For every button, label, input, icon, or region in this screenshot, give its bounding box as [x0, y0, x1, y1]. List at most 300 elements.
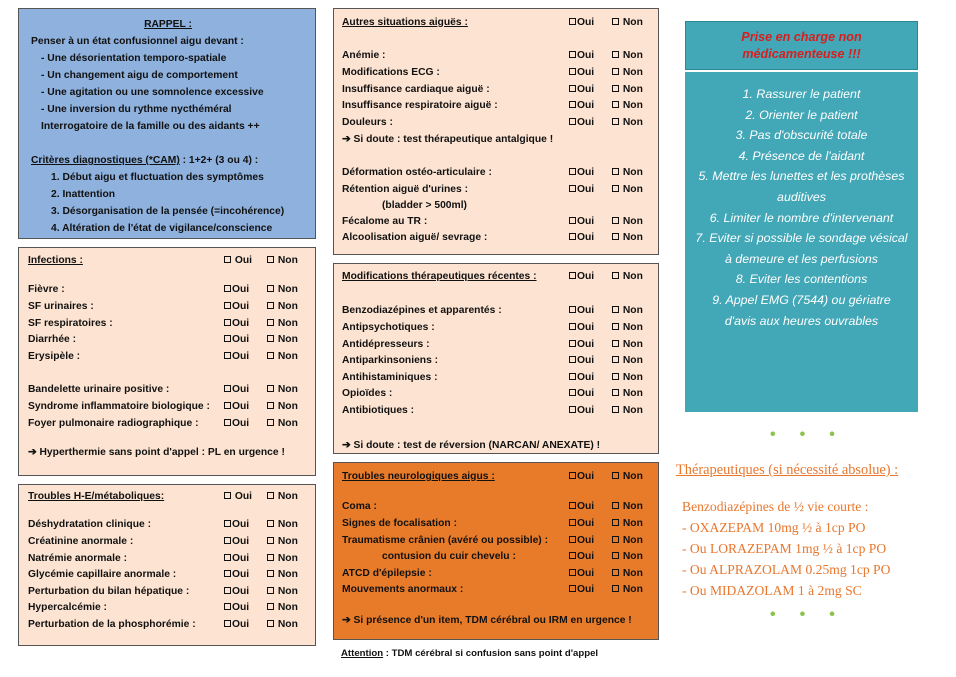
oui-label: Oui: [232, 334, 250, 346]
checkbox-square-icon[interactable]: [569, 233, 576, 240]
checkbox-square-icon[interactable]: [569, 502, 576, 509]
checkbox-non[interactable]: [267, 318, 307, 329]
oui-label: Oui: [577, 388, 595, 400]
header-non: Non: [267, 491, 307, 502]
header-non: Non: [612, 471, 650, 482]
checkbox-square-icon[interactable]: [612, 68, 619, 75]
oui-label: Oui: [232, 602, 250, 614]
checkbox-non[interactable]: [612, 167, 650, 178]
checklist-row: [28, 517, 307, 534]
oui-label: Oui: [577, 584, 595, 596]
checkbox-oui[interactable]: [569, 322, 612, 333]
checkbox-square-icon[interactable]: [224, 537, 231, 544]
checkbox-non[interactable]: [612, 84, 650, 95]
checkbox-square-icon[interactable]: [267, 587, 274, 594]
oui-label: Oui: [577, 404, 595, 416]
checklist-row: [342, 81, 650, 98]
pec-item: 8. Eviter les contentions: [735, 272, 868, 287]
oui-label: Oui: [577, 305, 595, 317]
header-non: Non: [267, 255, 307, 266]
checkbox-oui[interactable]: [569, 372, 612, 383]
neuro-sub-label: contusion du cuir chevelu :: [382, 551, 516, 563]
non-label: Non: [622, 371, 643, 383]
autres-sub: (bladder > 500ml): [382, 199, 467, 211]
checkbox-square-icon[interactable]: [267, 352, 274, 359]
checkbox-square-icon[interactable]: [267, 603, 274, 610]
pec-item: 1. Rassurer le patient: [742, 87, 861, 101]
checkbox-oui[interactable]: [224, 519, 267, 530]
row-label: Foyer pulmonaire radiographique :: [28, 417, 199, 429]
oui-label: Oui: [577, 215, 595, 227]
checkbox-oui[interactable]: [569, 100, 612, 111]
checkbox-square-icon[interactable]: [569, 85, 576, 92]
row-label: SF urinaires :: [28, 300, 94, 312]
checkbox-non[interactable]: [267, 586, 307, 597]
checkbox-square-icon[interactable]: [612, 306, 619, 313]
checkbox-non[interactable]: [267, 418, 307, 429]
modifs-box: [333, 263, 659, 454]
neuro-title: Troubles neurologiques aigus :: [342, 470, 495, 482]
row-label: Syndrome inflammatoire biologique :: [28, 400, 210, 412]
non-label: Non: [277, 400, 298, 412]
autres-header: [342, 14, 650, 31]
checkbox-square-icon[interactable]: [612, 118, 619, 125]
checklist-row: [342, 319, 650, 336]
checkbox-oui[interactable]: [224, 318, 267, 329]
checkbox-square-icon[interactable]: [569, 51, 576, 58]
checklist-row: [342, 181, 650, 198]
checkbox-oui[interactable]: [569, 184, 612, 195]
checkbox-non[interactable]: [612, 568, 650, 579]
checkbox-oui[interactable]: [569, 232, 612, 243]
checkbox-square-icon[interactable]: [224, 570, 231, 577]
checkbox-square-icon[interactable]: [267, 570, 274, 577]
criteria-item: 4. Altération de l'état de vigilance/conscience: [51, 223, 273, 234]
row-label: Créatinine anormale :: [28, 535, 134, 547]
non-label: Non: [622, 501, 643, 513]
non-label: Non: [277, 300, 298, 312]
checklist-row: [342, 565, 650, 582]
checkbox-oui[interactable]: [224, 586, 267, 597]
thera-item: - Ou MIDAZOLAM 1 à 2mg SC: [682, 583, 862, 598]
checkbox-oui[interactable]: [569, 305, 612, 316]
checkbox-oui[interactable]: [569, 501, 612, 512]
checkbox-square-icon[interactable]: [569, 356, 576, 363]
non-label: Non: [277, 552, 298, 564]
checkbox-non[interactable]: [612, 372, 650, 383]
checkbox-non[interactable]: [612, 305, 650, 316]
checklist-row: [28, 616, 307, 633]
checkbox-square-icon[interactable]: [267, 520, 274, 527]
checkbox-non[interactable]: [612, 216, 650, 227]
checkbox-non[interactable]: [267, 334, 307, 345]
checkbox-square-icon[interactable]: [569, 536, 576, 543]
checklist-row: [342, 402, 650, 419]
pec-list: [695, 84, 908, 331]
checklist-row: [28, 583, 307, 600]
checklist-row: [342, 336, 650, 353]
checkbox-square-icon[interactable]: [224, 587, 231, 594]
criteria-label: Critères diagnostiques (*CAM): [31, 155, 180, 166]
checkbox-non[interactable]: [612, 117, 650, 128]
rappel-title: RAPPEL :: [144, 19, 192, 30]
checklist-row: [342, 532, 650, 549]
non-label: Non: [277, 284, 298, 296]
checkbox-square-icon[interactable]: [267, 319, 274, 326]
thera-item: - Ou ALPRAZOLAM 0.25mg 1cp PO: [682, 562, 891, 577]
checkbox-non[interactable]: [612, 518, 650, 529]
row-label: Coma :: [342, 501, 377, 513]
checkbox-oui[interactable]: [569, 339, 612, 350]
checkbox-square-icon[interactable]: [267, 285, 274, 292]
rappel-box: [18, 8, 316, 239]
checklist-row: [28, 315, 307, 332]
checkbox-oui[interactable]: [224, 401, 267, 412]
checkbox-non[interactable]: [612, 584, 650, 595]
row-label: Perturbation du bilan hépatique :: [28, 585, 190, 597]
oui-label: Oui: [577, 355, 595, 367]
checkbox-oui[interactable]: [569, 50, 612, 61]
row-label: Hypercalcémie :: [28, 602, 107, 614]
checkbox-non[interactable]: [612, 388, 650, 399]
checkbox-oui[interactable]: [224, 301, 267, 312]
autres-group-2a: [342, 165, 650, 198]
row-label: Natrémie anormale :: [28, 552, 128, 564]
checkbox-oui[interactable]: [569, 405, 612, 416]
checklist-row: [342, 97, 650, 114]
checkbox-square-icon[interactable]: [267, 537, 274, 544]
thera-item: - OXAZEPAM 10mg ½ à 1cp PO: [682, 520, 866, 535]
checkbox-square-icon[interactable]: [569, 323, 576, 330]
checkbox-square-icon[interactable]: [267, 419, 274, 426]
checkbox-square-icon[interactable]: [569, 389, 576, 396]
infections-header: [28, 252, 307, 269]
checkbox-non[interactable]: [267, 602, 307, 613]
criteria-item: 2. Inattention: [51, 189, 116, 200]
checklist-row: [342, 48, 650, 65]
checkbox-non[interactable]: [267, 519, 307, 530]
header-non: Non: [612, 17, 650, 28]
checkbox-non[interactable]: [267, 351, 307, 362]
row-label: SF respiratoires :: [28, 317, 113, 329]
checkbox-square-icon[interactable]: [569, 68, 576, 75]
non-label: Non: [277, 602, 298, 614]
modifs-note: ➔ Si doute : test de réversion (NARCAN/ ANEXATE) !: [342, 439, 601, 451]
row-label: Insuffisance respiratoire aiguë :: [342, 100, 498, 112]
dots-divider-bottom: •••: [770, 606, 859, 623]
non-label: Non: [622, 517, 643, 529]
rappel-item: - Une agitation ou une somnolence excessive: [41, 87, 264, 98]
checkbox-non[interactable]: [612, 100, 650, 111]
criteria-list: [31, 169, 305, 237]
oui-label: Oui: [232, 317, 250, 329]
checkbox-non[interactable]: [267, 569, 307, 580]
checkbox-oui[interactable]: [224, 351, 267, 362]
checklist-row: [28, 348, 307, 365]
attention-note: [341, 645, 598, 662]
checkbox-square-icon[interactable]: [569, 306, 576, 313]
checkbox-non[interactable]: [612, 50, 650, 61]
non-label: Non: [622, 183, 643, 195]
checkbox-square-icon[interactable]: [612, 323, 619, 330]
non-label: Non: [622, 584, 643, 596]
checkbox-non[interactable]: [612, 232, 650, 243]
checkbox-square-icon[interactable]: [267, 620, 274, 627]
checkbox-square-icon[interactable]: [224, 335, 231, 342]
metabolic-list: [28, 517, 307, 633]
checkbox-oui[interactable]: [224, 553, 267, 564]
checkbox-non[interactable]: [267, 536, 307, 547]
checkbox-oui[interactable]: [569, 216, 612, 227]
checkbox-non[interactable]: [267, 619, 307, 630]
checkbox-oui[interactable]: [569, 67, 612, 78]
checkbox-square-icon[interactable]: [267, 402, 274, 409]
non-label: Non: [622, 534, 643, 546]
checkbox-non[interactable]: [267, 384, 307, 395]
non-label: Non: [622, 232, 643, 244]
checkbox-square-icon[interactable]: [267, 335, 274, 342]
checkbox-square-icon[interactable]: [224, 603, 231, 610]
checkbox-square-icon[interactable]: [612, 233, 619, 240]
oui-label: Oui: [232, 618, 250, 630]
checkbox-non[interactable]: [612, 322, 650, 333]
autres-note: ➔ Si doute : test thérapeutique antalgique !: [342, 133, 554, 145]
infections-box: [18, 247, 316, 476]
checkbox-square-icon[interactable]: [224, 419, 231, 426]
checklist-row: [28, 298, 307, 315]
checklist-row: [28, 533, 307, 550]
row-label: Glycémie capillaire anormale :: [28, 569, 177, 581]
row-label: Antiparkinsoniens :: [342, 355, 439, 367]
checklist-row: [28, 550, 307, 567]
checkbox-square-icon[interactable]: [612, 51, 619, 58]
header-oui: Oui: [224, 491, 267, 502]
header-oui: Oui: [224, 255, 267, 266]
autres-title: Autres situations aiguës :: [342, 16, 468, 28]
checklist-row: [28, 282, 307, 299]
checkbox-square-icon[interactable]: [612, 101, 619, 108]
infections-title: Infections :: [28, 254, 83, 266]
checkbox-non[interactable]: [612, 184, 650, 195]
checkbox-oui[interactable]: [224, 334, 267, 345]
checkbox-non[interactable]: [612, 501, 650, 512]
checkbox-oui[interactable]: [224, 418, 267, 429]
checkbox-oui[interactable]: [569, 355, 612, 366]
oui-label: Oui: [577, 567, 595, 579]
checkbox-square-icon[interactable]: [569, 118, 576, 125]
checkbox-square-icon[interactable]: [224, 285, 231, 292]
checklist-row: [28, 600, 307, 617]
checkbox-square-icon[interactable]: [612, 536, 619, 543]
checkbox-square-icon[interactable]: [569, 406, 576, 413]
checkbox-oui[interactable]: [224, 619, 267, 630]
checkbox-non[interactable]: [612, 535, 650, 546]
row-label: Insuffisance cardiaque aiguë :: [342, 83, 490, 95]
checkbox-oui[interactable]: [569, 84, 612, 95]
row-label: Mouvements anormaux :: [342, 584, 464, 596]
criteria-rule: : 1+2+ (3 ou 4) :: [179, 155, 259, 166]
checkbox-square-icon[interactable]: [612, 356, 619, 363]
checkbox-square-icon[interactable]: [569, 168, 576, 175]
non-label: Non: [622, 355, 643, 367]
pec-item: 3. Pas d'obscurité totale: [735, 128, 868, 143]
checkbox-square-icon[interactable]: [612, 373, 619, 380]
checkbox-non[interactable]: [612, 405, 650, 416]
checkbox-square-icon[interactable]: [612, 406, 619, 413]
checkbox-square-icon[interactable]: [569, 217, 576, 224]
row-label: Déformation ostéo-articulaire :: [342, 167, 492, 179]
row-label: Rétention aiguë d'urines :: [342, 183, 469, 195]
row-label: Traumatisme crânien (avéré ou possible) :: [342, 534, 549, 546]
non-label: Non: [277, 417, 298, 429]
rappel-list: [31, 50, 305, 118]
modifs-header: [342, 268, 650, 285]
rappel-intro: Penser à un état confusionnel aigu devant :: [31, 36, 244, 47]
checkbox-square-icon[interactable]: [267, 302, 274, 309]
checkbox-square-icon[interactable]: [224, 385, 231, 392]
checkbox-square-icon[interactable]: [569, 373, 576, 380]
checklist-row: [342, 352, 650, 369]
non-label: Non: [277, 350, 298, 362]
checkbox-oui[interactable]: [569, 388, 612, 399]
checkbox-square-icon[interactable]: [569, 101, 576, 108]
checklist-row: [342, 386, 650, 403]
checkbox-oui[interactable]: [224, 569, 267, 580]
checklist-row: [342, 303, 650, 320]
checkbox-square-icon[interactable]: [224, 352, 231, 359]
checklist-row: [28, 382, 307, 399]
oui-label: Oui: [232, 569, 250, 581]
checkbox-square-icon[interactable]: [612, 519, 619, 526]
checklist-row: [342, 369, 650, 386]
non-label: Non: [622, 305, 643, 317]
checkbox-square-icon[interactable]: [569, 340, 576, 347]
checkbox-oui[interactable]: [569, 584, 612, 595]
non-label: Non: [277, 334, 298, 346]
oui-label: Oui: [232, 519, 250, 531]
oui-label: Oui: [232, 535, 250, 547]
checkbox-oui[interactable]: [224, 602, 267, 613]
oui-label: Oui: [577, 534, 595, 546]
row-label: Opioïdes :: [342, 388, 393, 400]
checkbox-square-icon[interactable]: [612, 217, 619, 224]
non-label: Non: [622, 567, 643, 579]
oui-label: Oui: [577, 338, 595, 350]
oui-label: Oui: [577, 116, 595, 128]
checkbox-oui[interactable]: [224, 284, 267, 295]
row-label: Bandelette urinaire positive :: [28, 384, 170, 396]
checkbox-non[interactable]: [612, 67, 650, 78]
checkbox-square-icon[interactable]: [612, 340, 619, 347]
checkbox-square-icon[interactable]: [569, 185, 576, 192]
checklist-row: [342, 515, 650, 532]
checkbox-oui[interactable]: Oui: [569, 551, 612, 562]
checkbox-non[interactable]: [267, 301, 307, 312]
checkbox-square-icon[interactable]: [612, 85, 619, 92]
non-label: Non: [622, 116, 643, 128]
checklist-row: [28, 398, 307, 415]
checkbox-non[interactable]: [267, 284, 307, 295]
checkbox-square-icon[interactable]: [569, 569, 576, 576]
checkbox-square-icon[interactable]: [224, 620, 231, 627]
checklist-row: [28, 415, 307, 432]
thera-list: [682, 517, 890, 601]
criteria-heading: [31, 152, 305, 169]
checkbox-square-icon[interactable]: [612, 389, 619, 396]
checkbox-oui[interactable]: [569, 568, 612, 579]
checkbox-square-icon[interactable]: [224, 402, 231, 409]
checkbox-square-icon[interactable]: [612, 168, 619, 175]
pec-title-box: [685, 21, 918, 70]
checkbox-non[interactable]: [267, 553, 307, 564]
checklist-row: [342, 582, 650, 599]
checkbox-square-icon[interactable]: [612, 185, 619, 192]
checkbox-oui[interactable]: [224, 384, 267, 395]
checkbox-square-icon[interactable]: [224, 302, 231, 309]
rappel-item: - Une inversion du rythme nycthéméral: [41, 104, 232, 115]
non-label: Non: [277, 384, 298, 396]
checkbox-square-icon[interactable]: [569, 519, 576, 526]
checklist-row: [342, 229, 650, 246]
infections-note: ➔ Hyperthermie sans point d'appel : PL en urgence !: [28, 447, 285, 459]
row-label: Perturbation de la phosphorémie :: [28, 618, 196, 630]
checklist-row: [342, 114, 650, 131]
checkbox-square-icon[interactable]: [612, 502, 619, 509]
oui-label: Oui: [232, 300, 250, 312]
checkbox-square-icon[interactable]: [612, 585, 619, 592]
attention-text: : TDM cérébral si confusion sans point d'appel: [383, 648, 599, 659]
checkbox-non[interactable]: [612, 355, 650, 366]
non-label: Non: [622, 83, 643, 95]
modifs-list: [342, 303, 650, 419]
oui-label: Oui: [577, 50, 595, 62]
checkbox-oui[interactable]: [569, 535, 612, 546]
checkbox-square-icon[interactable]: [267, 385, 274, 392]
neuro-list: [342, 499, 650, 549]
autres-box: [333, 8, 659, 255]
checkbox-non[interactable]: [267, 401, 307, 412]
checkbox-oui[interactable]: [224, 536, 267, 547]
header-oui: Oui: [569, 271, 612, 282]
checkbox-oui[interactable]: [569, 167, 612, 178]
infections-group-2: [28, 382, 307, 432]
rappel-interrogatoire: Interrogatoire de la famille ou des aidants ++: [41, 121, 260, 132]
infections-group-1: [28, 282, 307, 365]
checkbox-square-icon[interactable]: [267, 554, 274, 561]
non-label: Non: [622, 321, 643, 333]
checkbox-oui[interactable]: [569, 518, 612, 529]
attention-label: Attention: [341, 648, 384, 659]
pec-item: 9. Appel EMG (7544) ou gériatre d'avis aux heures ouvrables: [712, 292, 891, 328]
thera-item: - Ou LORAZEPAM 1mg ½ à 1cp PO: [682, 541, 887, 556]
checklist-row: [342, 213, 650, 230]
neuro-sub-row: [342, 548, 650, 565]
checkbox-square-icon[interactable]: [569, 585, 576, 592]
checkbox-square-icon[interactable]: [224, 554, 231, 561]
non-label: Non: [622, 338, 643, 350]
checkbox-non[interactable]: [612, 339, 650, 350]
checkbox-square-icon[interactable]: [224, 520, 231, 527]
oui-label: Oui: [577, 183, 595, 195]
checkbox-square-icon[interactable]: [612, 569, 619, 576]
pec-list-box: [685, 72, 918, 412]
checkbox-square-icon[interactable]: [224, 319, 231, 326]
oui-label: Oui: [577, 321, 595, 333]
checkbox-oui[interactable]: [569, 117, 612, 128]
checkbox-non[interactable]: Non: [612, 551, 650, 562]
oui-label: Oui: [232, 552, 250, 564]
row-label: Antidépresseurs :: [342, 338, 430, 350]
